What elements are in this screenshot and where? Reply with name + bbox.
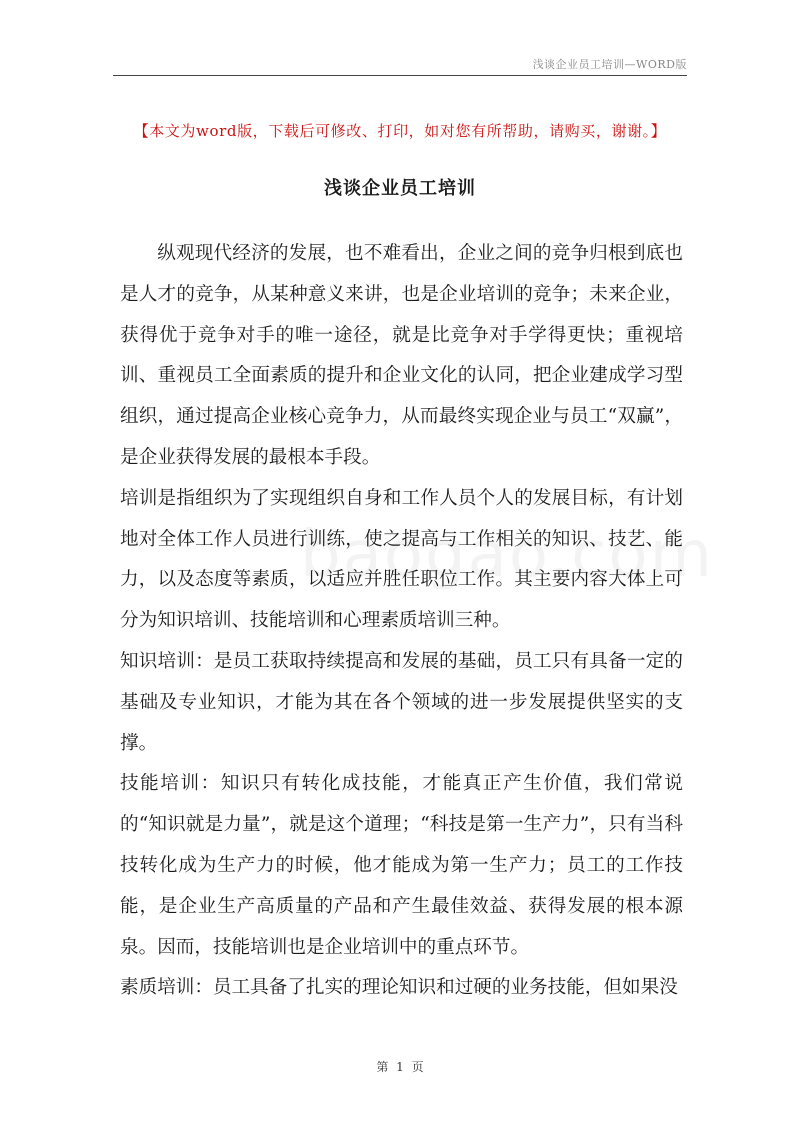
paragraph-skill-training: 技能培训：知识只有转化成技能，才能真正产生价值，我们常说的“知识就是力量”，就是这个道理；“科技是第一生产力”，只有当科技转化成为生产力的时候，他才能成为第一生产力；员工的工作技能，是企业生产高质量的产品和产生最佳效益、获得发展的根本源泉。因而，技能培训也是企业培训中的重点环节。: [120, 773, 683, 958]
running-header: 浅谈企业员工培训—WORD版: [532, 58, 687, 71]
footer-prefix: 第: [376, 1060, 389, 1074]
header-divider: [113, 75, 687, 76]
paragraph-knowledge-training: 知识培训：是员工获取持续提高和发展的基础，员工只有具备一定的基础及专业知识，才能为其在各个领域的进一步发展提供坚实的支撑。: [120, 650, 683, 754]
download-notice: 【本文为word版，下载后可修改、打印，如对您有所帮助，请购买，谢谢。】: [133, 122, 667, 140]
paragraph-intro: 纵观现代经济的发展，也不难看出，企业之间的竞争归根到底也是人才的竞争，从某种意义来讲，也是企业培训的竞争；未来企业，获得优于竞争对手的唯一途径，就是比竞争对手学得更快；重视培训、重视员工全面素质的提升和企业文化的认同，把企业建成学习型组织，通过提高企业核心竞争力，从而最终实现企业与员工“双赢”，是企业获得发展的最根本手段。: [120, 243, 683, 468]
document-body: [120, 234, 683, 1009]
document-title: 浅谈企业员工培训: [324, 178, 476, 199]
page-number: 1: [396, 1060, 404, 1074]
footer-suffix: 页: [411, 1060, 424, 1074]
paragraph-quality-training: 素质培训：员工具备了扎实的理论知识和过硬的业务技能，但如果没: [120, 977, 678, 999]
page-footer: [0, 1058, 800, 1075]
paragraph-training-definition: 培训是指组织为了实现组织自身和工作人员个人的发展目标，有计划地对全体工作人员进行训练，使之提高与工作相关的知识、技艺、能力，以及态度等素质，以适应并胜任职位工作。其主要内容大体上可分为知识培训、技能培训和心理素质培训三种。: [120, 487, 683, 632]
